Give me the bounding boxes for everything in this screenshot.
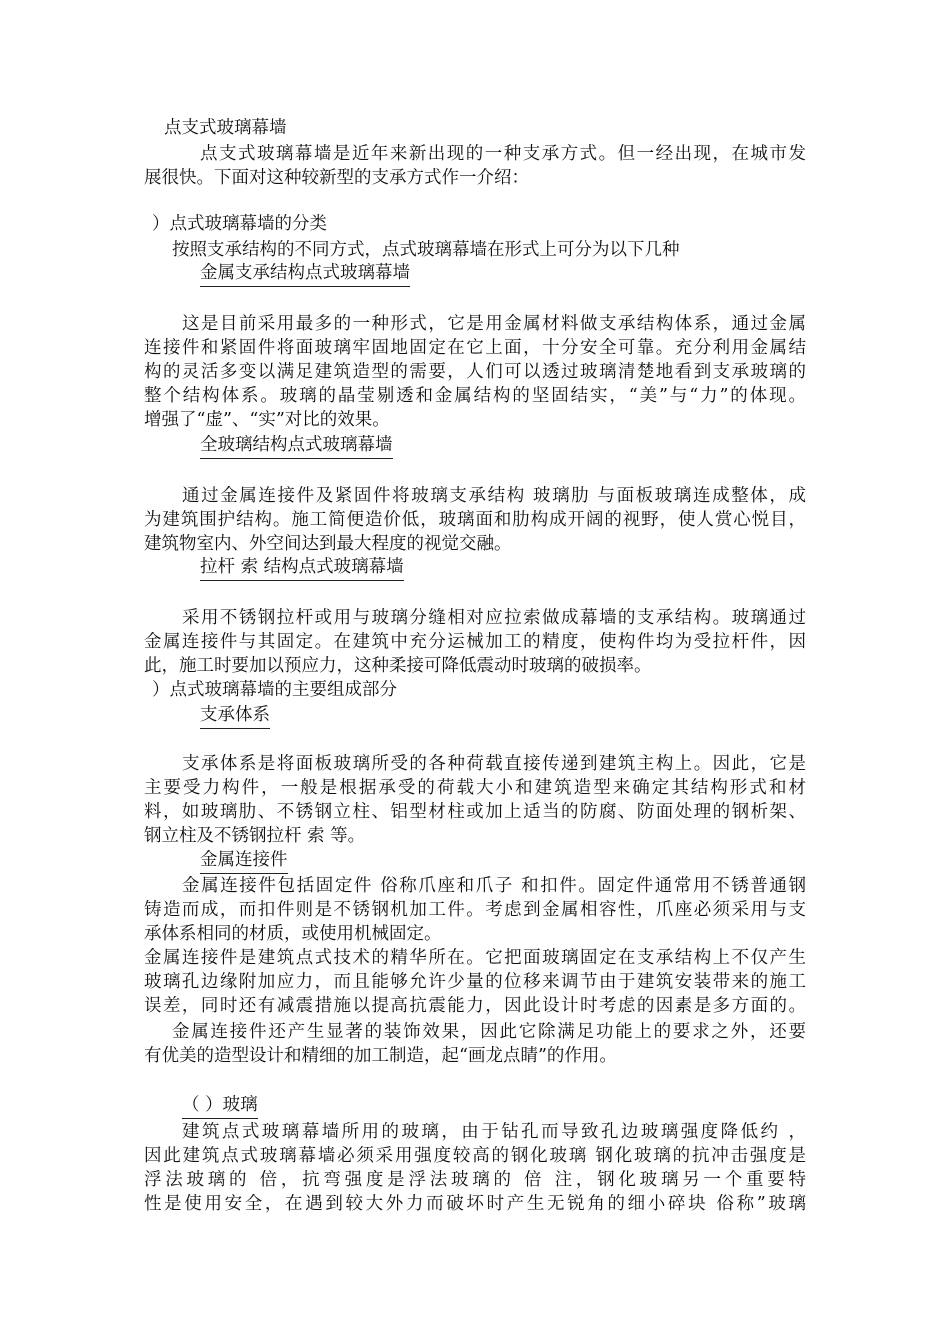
- paragraph-line: 连接件和紧固件将面玻璃牢固地固定在它上面，十分安全可靠。充分利用金属结: [144, 338, 806, 358]
- paragraph-line: 通过金属连接件及紧固件将玻璃支承结构 玻璃肋 与面板玻璃连成整体，成: [182, 486, 806, 506]
- paragraph-line: 玻璃孔边缘附加应力，而且能够允许少量的位移来调节由于建筑安装带来的施工: [144, 972, 806, 992]
- intro-line: 展很快。下面对这种较新型的支承方式作一介绍：: [144, 168, 529, 188]
- section-1-lead: 按照支承结构的不同方式，点式玻璃幕墙在形式上可分为以下几种: [172, 240, 680, 260]
- subsection-heading-connector: 金属连接件: [200, 848, 288, 874]
- subsection-heading-support: 支承体系: [200, 703, 270, 729]
- paragraph-line: 为建筑围护结构。施工简便造价低，玻璃面和肋构成开阔的视野，使人赏心悦目，: [144, 510, 806, 530]
- paragraph-line: 此，施工时要加以预应力，这种柔接可降低震动时玻璃的破损率。: [144, 656, 652, 676]
- paragraph-line: 料，如玻璃肋、不锈钢立柱、铝型材柱或加上适当的防腐、防面处理的钢析架、: [144, 802, 806, 822]
- paragraph-line: 主要受力构件，一般是根据承受的荷载大小和建筑造型来确定其结构形式和材: [144, 778, 806, 798]
- paragraph-line: 性是使用安全，在遇到较大外力而破坏时产生无锐角的细小碎块 俗称”玻璃: [144, 1194, 806, 1214]
- paragraph-line: 建筑点式玻璃幕墙所用的玻璃，由于钻孔而导致孔边玻璃强度降低约 ，: [182, 1122, 806, 1142]
- section-1-heading: ）点式玻璃幕墙的分类: [152, 214, 327, 234]
- section-2-heading: ）点式玻璃幕墙的主要组成部分: [152, 680, 397, 700]
- paragraph-line: 支承体系是将面板玻璃所受的各种荷载直接传递到建筑主构上。因此，它是: [182, 754, 806, 774]
- subsection-heading-glass-part: （ ）玻璃: [182, 1093, 258, 1119]
- paragraph-line: 金属连接件包括固定件 俗称爪座和爪子 和扣件。固定件通常用不锈普通钢: [182, 876, 806, 896]
- paragraph-line: 金属连接件还产生显著的装饰效果，因此它除满足功能上的要求之外，还要: [172, 1022, 806, 1042]
- paragraph-line: 构的灵活多变以满足建筑造型的需要，人们可以透过玻璃清楚地看到支承玻璃的: [144, 362, 806, 382]
- paragraph-line: 钢立柱及不锈钢拉杆 索 等。: [144, 826, 366, 846]
- paragraph-line: 增强了“虚”、“实”对比的效果。: [144, 410, 390, 430]
- paragraph-line: 有优美的造型设计和精细的加工制造，起“画龙点睛”的作用。: [144, 1046, 617, 1066]
- subsection-heading-metal: 金属支承结构点式玻璃幕墙: [200, 261, 410, 287]
- paragraph-line: 误差，同时还有减震措施以提高抗震能力，因此设计时考虑的因素是多方面的。: [144, 996, 806, 1016]
- intro-line: 点支式玻璃幕墙是近年来新出现的一种支承方式。但一经出现，在城市发: [200, 144, 806, 164]
- page-title: 点支式玻璃幕墙: [164, 118, 287, 138]
- paragraph-line: 整个结构体系。玻璃的晶莹剔透和金属结构的坚固结实，“美”与“力”的体现。: [144, 386, 806, 406]
- paragraph-line: 这是目前采用最多的一种形式，它是用金属材料做支承结构体系，通过金属: [182, 314, 806, 334]
- subsection-heading-rod: 拉杆 索 结构点式玻璃幕墙: [200, 555, 404, 581]
- paragraph-line: 因此建筑点式玻璃幕墙必须采用强度较高的钢化玻璃 钢化玻璃的抗冲击强度是: [144, 1146, 806, 1166]
- paragraph-line: 浮法玻璃的 倍，抗弯强度是浮法玻璃的 倍 注，钢化玻璃另一个重要特: [144, 1170, 806, 1190]
- paragraph-line: 金属连接件与其固定。在建筑中充分运械加工的精度，使构件均为受拉杆件，因: [144, 632, 806, 652]
- paragraph-line: 金属连接件是建筑点式技术的精华所在。它把面玻璃固定在支承结构上不仅产生: [144, 948, 806, 968]
- subsection-heading-glass: 全玻璃结构点式玻璃幕墙: [200, 433, 393, 459]
- paragraph-line: 建筑物室内、外空间达到最大程度的视觉交融。: [144, 534, 512, 554]
- paragraph-line: 采用不锈钢拉杆或用与玻璃分缝相对应拉索做成幕墙的支承结构。玻璃通过: [182, 608, 806, 628]
- paragraph-line: 铸造而成，而扣件则是不锈钢机加工件。考虑到金属相容性，爪座必须采用与支: [144, 900, 806, 920]
- paragraph-line: 承体系相同的材质，或使用机械固定。: [144, 924, 442, 944]
